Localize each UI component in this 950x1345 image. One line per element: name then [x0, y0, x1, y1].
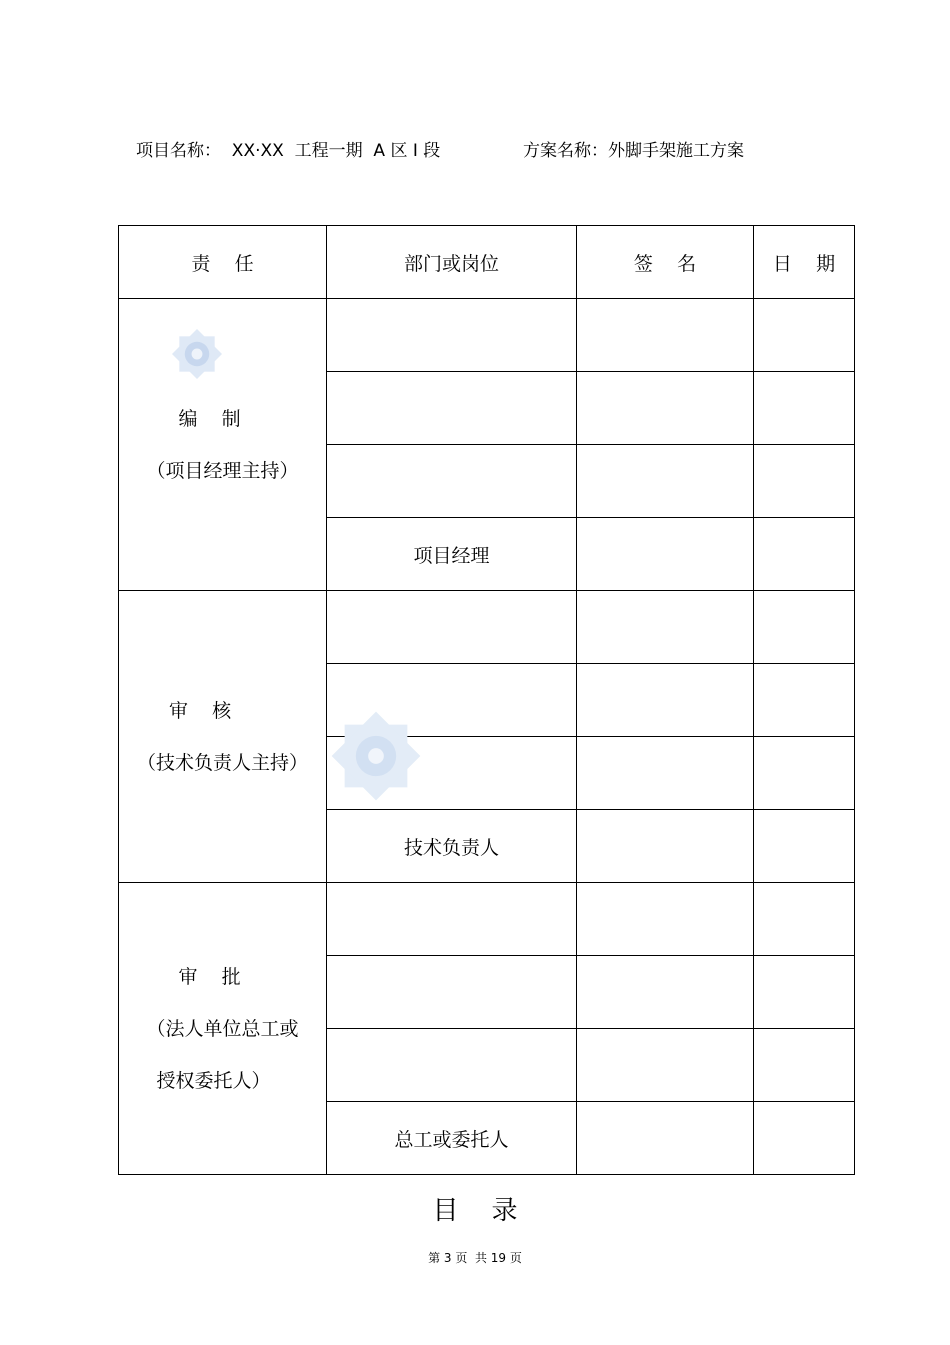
responsibility-note: 授权委托人）: [156, 1069, 271, 1092]
responsibility-review: [119, 591, 327, 883]
date-cell[interactable]: [754, 664, 855, 737]
date-cell[interactable]: [754, 445, 855, 518]
plan-name: 方案名称：外脚手架施工方案: [523, 141, 744, 161]
table-row: [119, 883, 855, 956]
signature-cell[interactable]: [577, 956, 754, 1029]
date-cell[interactable]: [754, 1102, 855, 1175]
responsibility-title: 编 制: [178, 407, 241, 430]
signature-cell[interactable]: [577, 883, 754, 956]
column-header-department: 部门或岗位: [327, 226, 577, 299]
responsibility-note: （技术负责人主持）: [136, 751, 308, 774]
role-cell: 技术负责人: [327, 810, 577, 883]
column-header-signature: 签 名: [577, 226, 754, 299]
table-header-row: [119, 226, 855, 299]
signature-cell[interactable]: [577, 810, 754, 883]
date-cell[interactable]: [754, 737, 855, 810]
table-row: [119, 591, 855, 664]
department-cell[interactable]: [327, 737, 577, 810]
responsibility-title: 审 批: [178, 965, 241, 988]
signature-cell[interactable]: [577, 518, 754, 591]
date-cell[interactable]: [754, 591, 855, 664]
signature-cell[interactable]: [577, 445, 754, 518]
department-cell[interactable]: [327, 956, 577, 1029]
signature-cell[interactable]: [577, 737, 754, 810]
column-header-date: 日 期: [754, 226, 855, 299]
signature-cell[interactable]: [577, 591, 754, 664]
signature-cell[interactable]: [577, 299, 754, 372]
signature-cell[interactable]: [577, 372, 754, 445]
project-name: 项目名称： XX·XX 工程一期 A 区 I 段: [136, 141, 441, 161]
responsibility-note: （法人单位总工或: [146, 1017, 299, 1040]
date-cell[interactable]: [754, 883, 855, 956]
responsibility-compile: [119, 299, 327, 591]
table-row: [119, 299, 855, 372]
signature-cell[interactable]: [577, 1029, 754, 1102]
responsibility-approve: [119, 883, 327, 1175]
department-cell[interactable]: [327, 883, 577, 956]
date-cell[interactable]: [754, 810, 855, 883]
department-cell[interactable]: [327, 1029, 577, 1102]
responsibility-title: 审 核: [168, 699, 232, 722]
department-cell[interactable]: [327, 299, 577, 372]
page-footer: 第 3 页 共 19 页: [428, 1251, 522, 1265]
date-cell[interactable]: [754, 372, 855, 445]
role-cell: 项目经理: [327, 518, 577, 591]
responsibility-note: （项目经理主持）: [146, 459, 299, 482]
date-cell[interactable]: [754, 956, 855, 1029]
toc-title: 目 录: [432, 1196, 518, 1226]
department-cell[interactable]: [327, 591, 577, 664]
date-cell[interactable]: [754, 518, 855, 591]
approval-table: [118, 225, 855, 1175]
department-cell[interactable]: [327, 664, 577, 737]
signature-cell[interactable]: [577, 664, 754, 737]
department-cell[interactable]: [327, 445, 577, 518]
department-cell[interactable]: [327, 372, 577, 445]
role-cell: 总工或委托人: [327, 1102, 577, 1175]
signature-cell[interactable]: [577, 1102, 754, 1175]
date-cell[interactable]: [754, 1029, 855, 1102]
date-cell[interactable]: [754, 299, 855, 372]
column-header-responsibility: 责 任: [119, 226, 327, 299]
